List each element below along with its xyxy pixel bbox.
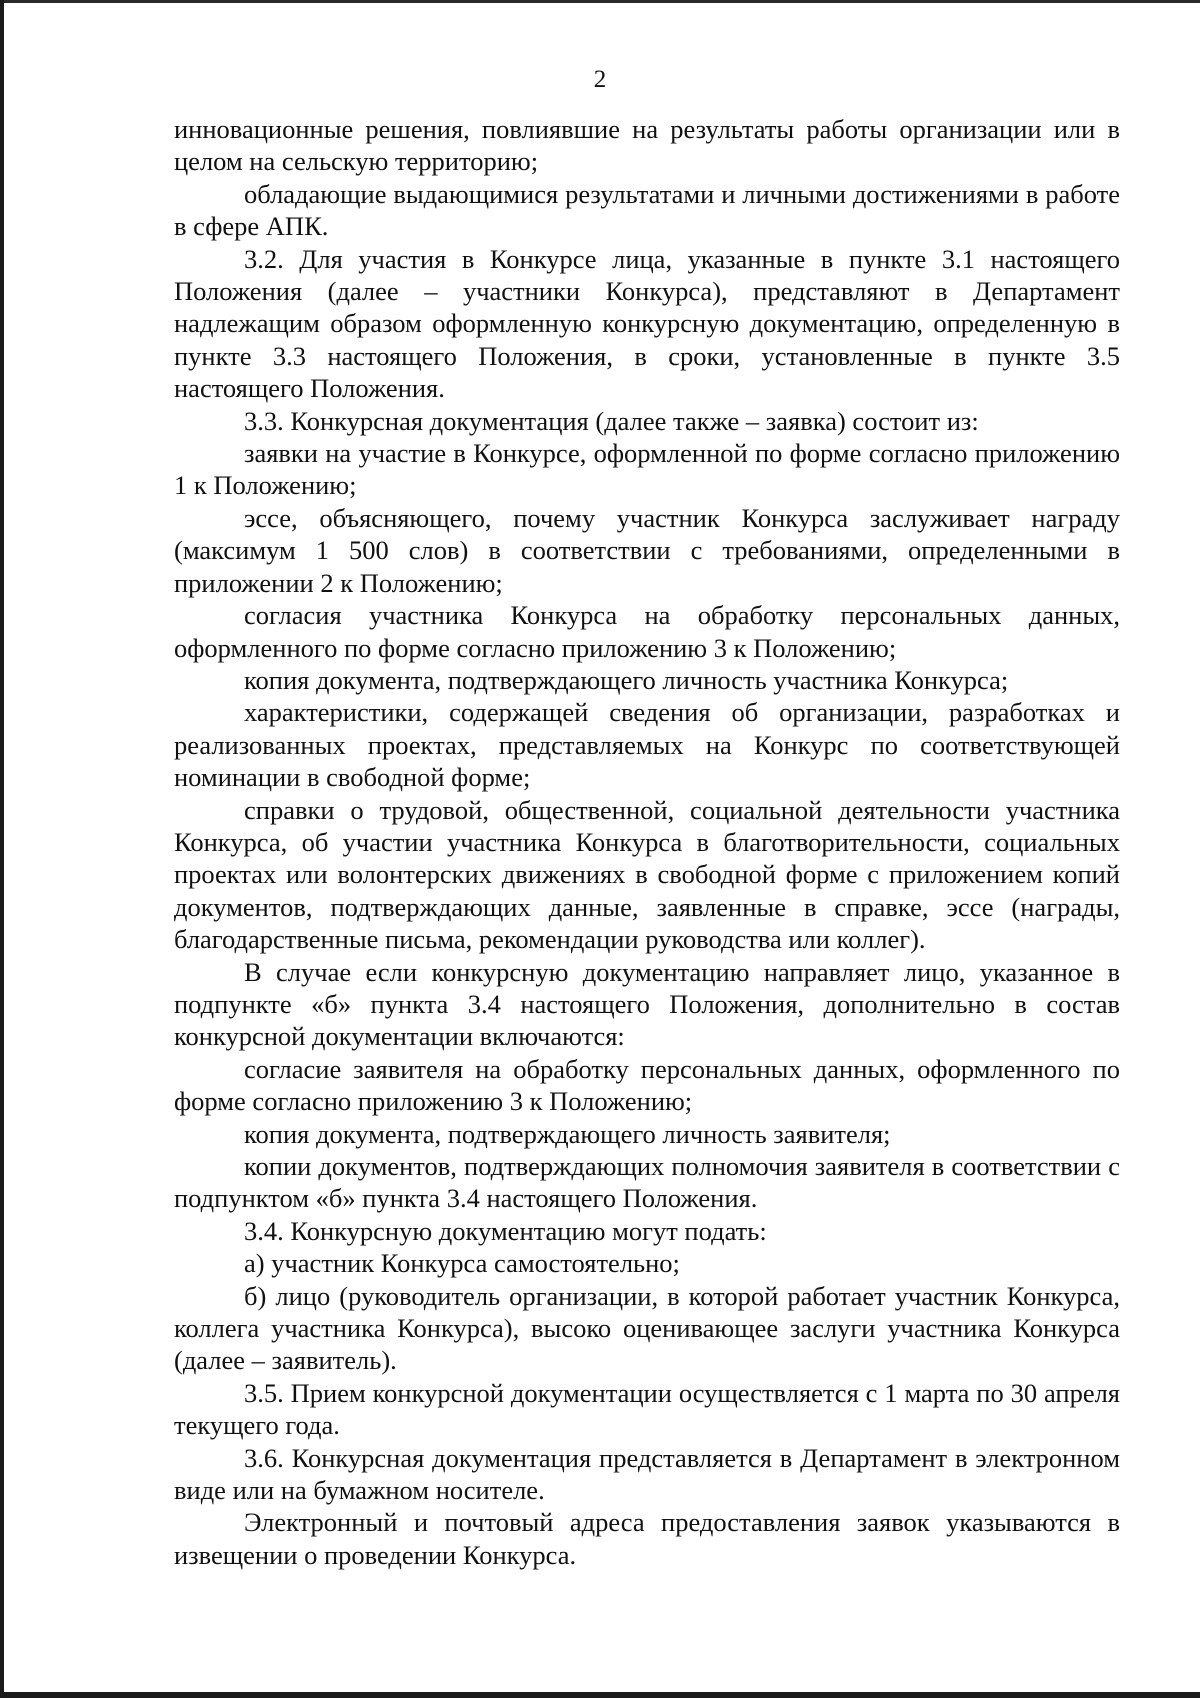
document-body	[174, 113, 1120, 1571]
paragraph: согласие заявителя на обработку персональных данных, оформленного по форме согласно приложению 3 к Положению;	[174, 1053, 1120, 1117]
page-number: 2	[593, 66, 607, 93]
scan-top-edge	[0, 0, 1200, 3]
paragraph: обладающие выдающимися результатами и личными достижениями в работе в сфере АПК.	[174, 178, 1120, 242]
paragraph: согласия участника Конкурса на обработку персональных данных, оформленного по форме согласно приложению 3 к Положению;	[174, 600, 1120, 663]
paragraph: справки о трудовой, общественной, социальной деятельности участника Конкурса, об участии участника Конкурса в благотворительности, социальных проектах или волонтерских движениях в свободной форме с приложением копий документов, подтверждающих данные, заявленные в справке, эссе (награды, благодарственные письма, рекомендации руководства или коллег).	[174, 794, 1120, 955]
paragraph: 3.3. Конкурсная документация (далее также – заявка) состоит из:	[244, 405, 979, 436]
paragraph: В случае если конкурсную документацию направляет лицо, указанное в подпункте «б» пункта 3.4 настоящего Положения, дополнительно в состав конкурсной документации включаются:	[174, 956, 1120, 1052]
scan-bottom-edge	[0, 1692, 1200, 1698]
paragraph: 3.6. Конкурсная документация представляется в Департамент в электронном виде или на бумажном носителе.	[174, 1442, 1120, 1506]
paragraph: 3.5. Прием конкурсной документации осуществляется с 1 марта по 30 апреля текущего года.	[174, 1377, 1120, 1441]
paragraph: 3.2. Для участия в Конкурсе лица, указанные в пункте 3.1 настоящего Положения (далее – участники Конкурса), представляют в Департамент надлежащим образом оформленную конкурсную документацию, определенную в пункте 3.3 настоящего Положения, в сроки, установленные в пункте 3.5 настоящего Положения.	[174, 243, 1120, 404]
paragraph: б) лицо (руководитель организации, в которой работает участник Конкурса, коллега участника Конкурса), высоко оценивающее заслуги участника Конкурса (далее – заявитель).	[174, 1280, 1120, 1376]
paragraph: заявки на участие в Конкурсе, оформленной по форме согласно приложению 1 к Положению;	[174, 438, 1120, 501]
paragraph: Электронный и почтовый адреса предоставления заявок указываются в извещении о проведении Конкурса.	[174, 1507, 1120, 1570]
scan-left-edge	[0, 0, 4, 1698]
paragraph: копия документа, подтверждающего личность заявителя;	[244, 1118, 891, 1149]
paragraph: копия документа, подтверждающего личность участника Конкурса;	[244, 664, 1009, 695]
paragraph: эссе, объясняющего, почему участник Конкурса заслуживает награду (максимум 1 500 слов) в соответствии с требованиями, определенными в приложении 2 к Положению;	[174, 502, 1120, 598]
paragraph: копии документов, подтверждающих полномочия заявителя в соответствии с подпунктом «б» пункта 3.4 настоящего Положения.	[174, 1151, 1120, 1214]
paragraph: инновационные решения, повлиявшие на результаты работы организации или в целом на сельскую территорию;	[174, 114, 1120, 177]
paragraph: характеристики, содержащей сведения об организации, разработках и реализованных проектах, представляемых на Конкурс по соответствующей номинации в свободной форме;	[174, 697, 1120, 793]
paragraph: 3.4. Конкурсную документацию могут подать:	[244, 1215, 767, 1246]
paragraph: а) участник Конкурса самостоятельно;	[244, 1248, 680, 1279]
